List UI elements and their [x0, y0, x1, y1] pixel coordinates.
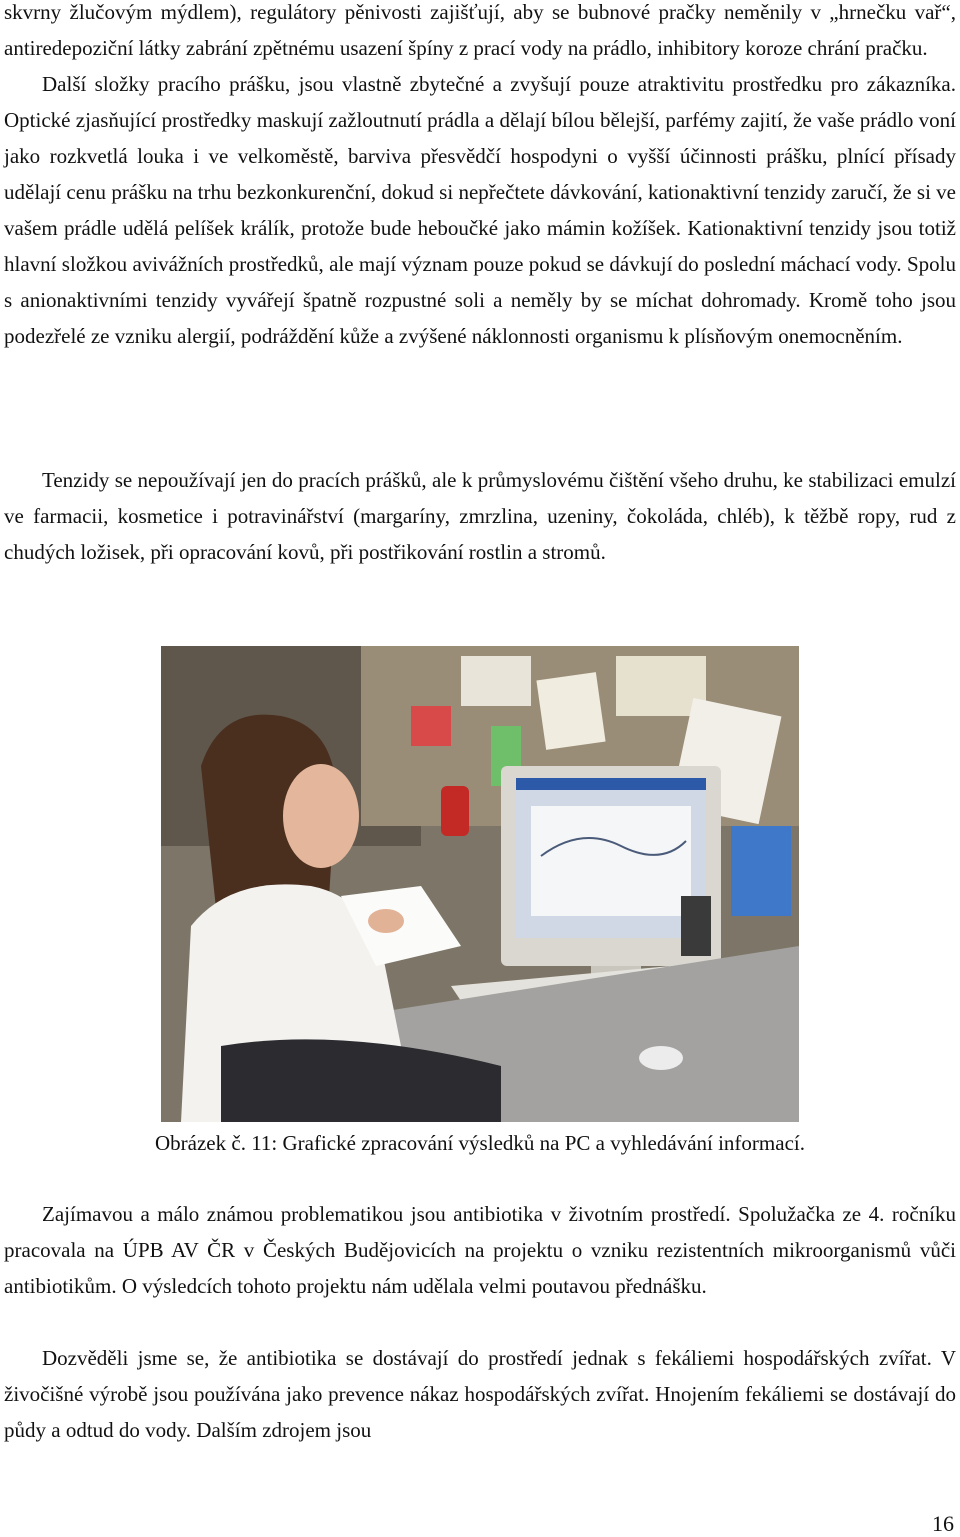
- page-number: 16: [932, 1511, 954, 1536]
- paragraph-antibiotika-sources: Dozvěděli jsme se, že antibiotika se dostávají do prostředí jednak s fekáliemi hospodářských zvířat. V živočišné výrobě jsou používána jako prevence nákaz hospodářských zvířat. Hnojením fekáliemi se dostávají do půdy a odtud do vody. Dalším zdrojem jsou: [4, 1346, 956, 1442]
- paragraph-text-1: skvrny žlučovým mýdlem), regulátory pěnivosti zajišťují, aby se bubnové pračky neměnily v „hrnečku vař“, antiredepoziční látky zabrání zpětnému usazení špíny z prací vody na prádlo, inhibitory koroze chrání pračku.: [4, 0, 956, 60]
- paragraph-tenzidy: Tenzidy se nepoužívají jen do pracích prášků, ale k průmyslovému čištění všeho druhu, ke stabilizaci emulzí ve farmacii, kosmetice i potravinářství (margaríny, zmrzlina, uzeniny, čokoláda, chléb), k těžbě ropy, rud z chudých ložisek, při opracování kovů, při postřikování rostlin a stromů.: [4, 468, 956, 564]
- figure-caption: Obrázek č. 11: Grafické zpracování výsledků na PC a vyhledávání informací.: [155, 1131, 805, 1155]
- figure-photo: [161, 646, 799, 1122]
- paragraph-text-1b: Další složky pracího prášku, jsou vlastně zbytečné a zvyšují pouze atraktivitu prostředku pro zákazníka. Optické zjasňující prostředky maskují zažloutnutí prádla a dělají bílou bělejší, parfémy zajití, že vaše prádlo voní jako rozkvetlá louka i ve velkoměstě, barviva přesvědčí hospodyni o vyšší účinnosti prášku, plnící přísady udělají cenu prášku na trhu bezkonkurenční, dokud si nepřečtete dávkování, kationaktivní tenzidy zaručí, že si ve vašem prádle udělá pelíšek králík, protože bude heboučké jako mámin kožíšek. Kationaktivní tenzidy jsou totiž hlavní složkou avivážních prostředků, ale mají význam pouze pokud se dávkují do poslední máchací vody. Spolu s anionaktivními tenzidy vyvářejí špatně rozpustné soli a neměly by se míchat dohromady. Kromě toho jsou podezřelé ze vzniku alergií, podráždění kůže a zvýšené náklonnosti organismu k plísňovým onemocněním.: [4, 72, 956, 348]
- paragraph-detergents: [4, 0, 956, 354]
- paragraph-antibiotika: Zajímavou a málo známou problematikou jsou antibiotika v životním prostředí. Spolužačka ze 4. ročníku pracovala na ÚPB AV ČR v Českých Budějovicích na projektu o vzniku rezistentních mikroorganismů vůči antibiotikům. O výsledcích tohoto projektu nám udělala velmi poutavou přednášku.: [4, 1202, 956, 1298]
